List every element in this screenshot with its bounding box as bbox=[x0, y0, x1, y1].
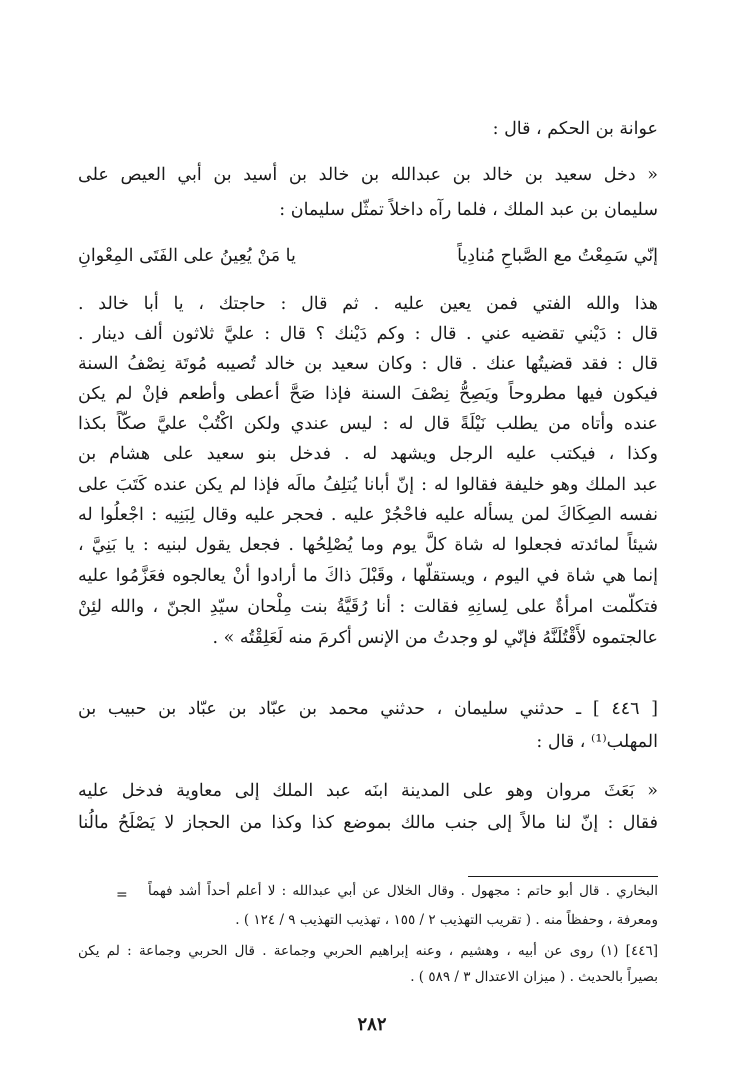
body-line: إنما هي شاة في اليوم ، ويستقلّها ، وقَبْلَ ذاكَ ما أرادوا أنْ يعالجوه فعَزَّمُوا عليه bbox=[78, 566, 658, 586]
body-line: فقال : إنّ لنا مالاً إلى جنب مالك بموضع كذا وكذا من الحجاز لا يَصْلَحُ مالُنا bbox=[78, 813, 658, 833]
report-heading-line: [ ٤٤٦ ] ـ حدثني سليمان ، حدثني محمد بن عبّاد بن عبّاد بن حبيب بن bbox=[78, 699, 658, 719]
body-line: فتكلّمت امرأةٌ على لِسانِهِ فقالت : أنا رُقَيَّةُ بنت مِلْحان سيّدِ الجنّ ، والله لئِنْ bbox=[78, 597, 658, 617]
page-number: ٢٨٢ bbox=[357, 1014, 387, 1035]
report-heading-line: المهلب⁽¹⁾ ، قال : bbox=[536, 732, 658, 752]
body-line: « دخل سعيد بن خالد بن عبدالله بن خالد بن أسيد بن أبي العيص على bbox=[78, 165, 658, 185]
body-line: وكذا ، فيكتب عليه الرجل ويشهد له . فدخل بنو سعيد على هشام بن bbox=[78, 444, 658, 464]
footnote-line: بصيراً بالحديث . ( ميزان الاعتدال ٣ / ٥٨٩ ) . bbox=[410, 969, 658, 985]
footnote-continuation-mark: = bbox=[116, 887, 128, 903]
body-line: نفسه الصِكَاكَ لمن يسأله عليه فاحْجُرْ عليه . فحجر عليه وقال لِبَنِيه : اجْعلُوا له bbox=[78, 505, 658, 525]
body-line: عالجتموه لأَقْتُلَنَّهُ فإنّي لو وجدتُ من الإنس أكرمَ منه لَعَلِقْتُه » . bbox=[212, 628, 658, 648]
body-line: هذا والله الفتي فمن يعين عليه . ثم قال : حاجتك ، يا أبا خالد . bbox=[78, 294, 658, 314]
footnote-line: ومعرفة ، وحفظاً منه . ( تقريب التهذيب ٢ / ١٥٥ ، تهذيب التهذيب ٩ / ١٢٤ ) . bbox=[235, 912, 658, 928]
body-line: فيكون فيها مطروحاً ويَصِحُّ نِصْفَ السنة فإذا صَحَّ أعطى وأطعم فإنْ لم يكن bbox=[78, 384, 658, 404]
poetry-verse bbox=[78, 241, 658, 271]
footnote-line: [٤٤٦] (١) روى عن أبيه ، وهشيم ، وعنه إبراهيم الحربي وجماعة . قال الحربي وجماعة : لم يكن bbox=[78, 943, 658, 959]
footnote-line: البخاري . قال أبو حاتم : مجهول . وقال الخلال عن أبي عبدالله : لا أعلم أحداً أشد فهماً bbox=[148, 883, 658, 899]
body-line: عنده وأتاه من يطلب نَيْلَةً قال له : ليس عندي ولكن اكْتُبْ عليَّ صكّاً بكذا bbox=[78, 414, 658, 434]
body-line: سليمان بن عبد الملك ، فلما رآه داخلاً تمثّل سليمان : bbox=[279, 200, 658, 220]
verse-first-hemistich: إنّي سَمِعْتُ مع الصَّباحِ مُنادِياً bbox=[457, 246, 658, 266]
body-line: عوانة بن الحكم ، قال : bbox=[492, 119, 658, 139]
body-line: قال : دَيْني تقضيه عني . قال : وكم دَيْنك ؟ قال : عليَّ ثلاثون ألف دينار . bbox=[78, 324, 658, 344]
body-line: قال : فقد قضيتُها عنك . قال : وكان سعيد بن خالد تُصيبه مُوتَة نِصْفُ السنة bbox=[78, 354, 658, 374]
verse-second-hemistich: يا مَنْ يُعِينُ على الفَتَى المِعْوانِ bbox=[78, 246, 296, 266]
body-line: عبد الملك وهو خليفة فقالوا له : إنّ أبانا يُتلِفُ مالَه فإذا لم يكن عنده كَتَبَ على bbox=[78, 475, 658, 495]
body-line: شيئاً لمائدته فجعلوا له شاة كلَّ يوم وما يُصْلِحُها . فجعل يقول لبنيه : يا بَنِيَّ ، bbox=[78, 535, 658, 555]
body-line: « بَعَثَ مروان وهو على المدينة ابنَه عبد الملك إلى معاوية فدخل عليه bbox=[78, 781, 658, 801]
footnote-separator bbox=[468, 876, 658, 877]
